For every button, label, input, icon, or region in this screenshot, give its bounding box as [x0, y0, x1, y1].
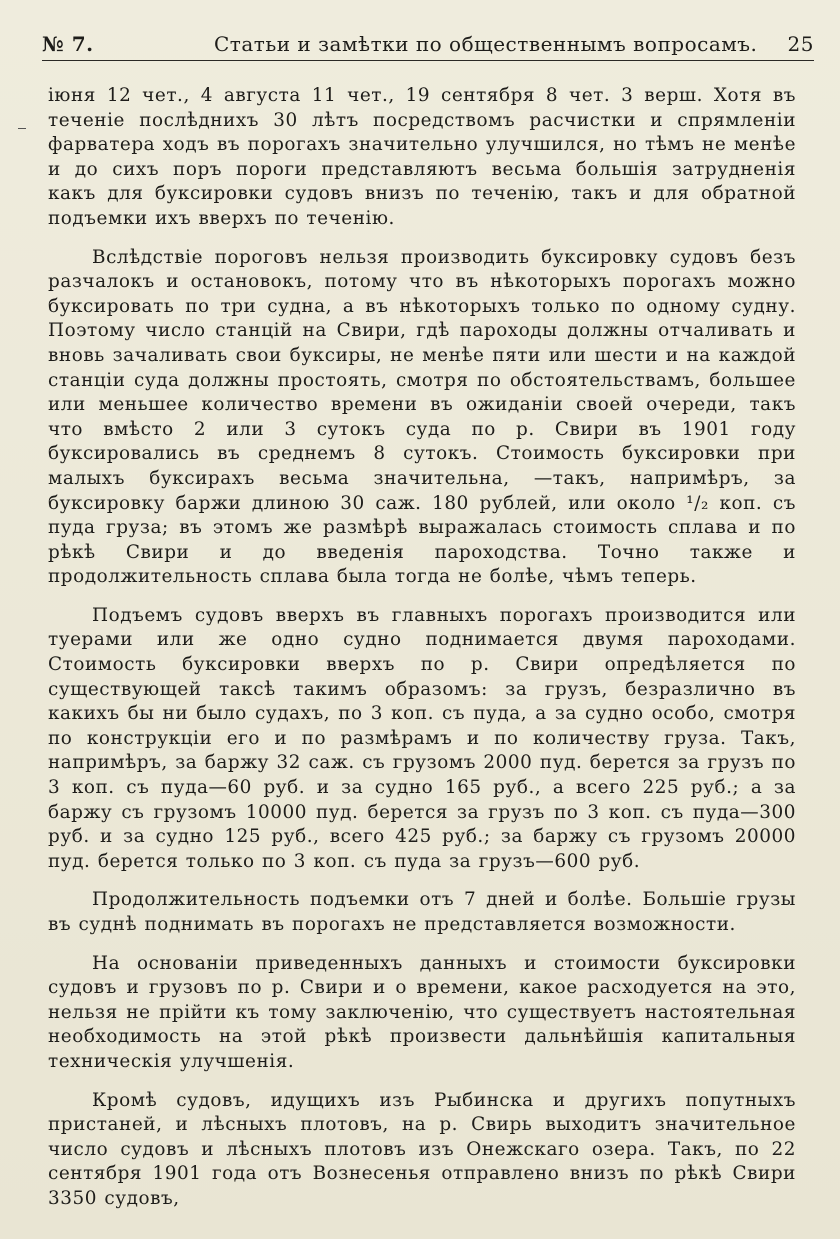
article-body [48, 84, 796, 1212]
paragraph-1: іюня 12 чет., 4 августа 11 чет., 19 сентября 8 чет. 3 верш. Хотя въ теченіе послѣднихъ 30 лѣтъ посредствомъ расчистки и спрямленіи фарватера ходъ въ порогахъ значительно улучшился, но тѣмъ не менѣе и до сихъ поръ пороги представляютъ весьма большія затрудненія какъ для буксировки судовъ внизъ по теченію, такъ и для обратной подъемки ихъ вверхъ по теченію. [48, 85, 796, 229]
issue-number: № 7. [42, 32, 94, 56]
running-header [42, 30, 814, 61]
paragraph-6: Кромѣ судовъ, идущихъ изъ Рыбинска и другихъ попутныхъ пристаней, и лѣсныхъ плотовъ, на р. Свирь выходитъ значительное число судовъ и лѣсныхъ плотовъ изъ Онежскаго озера. Такъ, по 22 сентября 1901 года отъ Вознесенья отправлено внизъ по рѣкѣ Свири 3350 судовъ, [48, 1089, 796, 1209]
running-title: Статьи и замѣтки по общественнымъ вопросамъ. [214, 32, 758, 56]
page-number: 25 [787, 32, 814, 56]
margin-mark [18, 128, 26, 129]
paragraph-3: Подъемъ судовъ вверхъ въ главныхъ порогахъ производится или туерами или же одно судно поднимается двумя пароходами. Стоимость буксировки вверхъ по р. Свири опредѣляется по существующей таксѣ такимъ образомъ: за грузъ, безразлично въ какихъ бы ни было судахъ, по 3 коп. съ пуда, а за судно особо, смотря по конструкціи его и по размѣрамъ и по количеству груза. Такъ, напримѣръ, за баржу 32 саж. съ грузомъ 2000 пуд. берется за грузъ по 3 коп. съ пуда—60 руб. и за судно 165 руб., а всего 225 руб.; а за баржу съ грузомъ 10000 пуд. берется за грузъ по 3 коп. съ пуда—300 руб. и за судно 125 руб., всего 425 руб.; за баржу съ грузомъ 20000 пуд. берется только по 3 коп. съ пуда за грузъ—600 руб. [48, 604, 796, 872]
paragraph-4: Продолжительность подъемки отъ 7 дней и болѣе. Большіе грузы въ суднѣ поднимать въ порогахъ не представляется возможности. [48, 889, 796, 935]
paragraph-2: Вслѣдствіе пороговъ нельзя производить буксировку судовъ безъ разчалокъ и остановокъ, потому что въ нѣкоторыхъ порогахъ можно буксировать по три судна, а въ нѣкоторыхъ только по одному судну. Поэтому число станцій на Свири, гдѣ пароходы должны отчаливать и вновь зачаливать свои буксиры, не менѣе пяти или шести и на каждой станціи суда должны простоять, смотря по обстоятельствамъ, большее или меньшее количество времени въ ожиданіи своей очереди, такъ что вмѣсто 2 или 3 сутокъ суда по р. Свири въ 1901 году буксировались въ среднемъ 8 сутокъ. Стоимость буксировки при малыхъ буксирахъ весьма значительна, —такъ, напримѣръ, за буксировку баржи длиною 30 саж. 180 рублей, или около ¹/₂ коп. съ пуда груза; въ этомъ же размѣрѣ выражалась стоимость сплава и по рѣкѣ Свири и до введенія пароходства. Точно также и продолжительность сплава была тогда не болѣе, чѣмъ теперь. [48, 246, 796, 588]
paragraph-5: На основаніи приведенныхъ данныхъ и стоимости буксировки судовъ и грузовъ по р. Свири и о времени, какое расходуется на это, нельзя не прійти къ тому заключенію, что существуетъ настоятельная необходимость на этой рѣкѣ произвести дальнѣйшія капитальныя техническія улучшенія. [48, 952, 796, 1072]
